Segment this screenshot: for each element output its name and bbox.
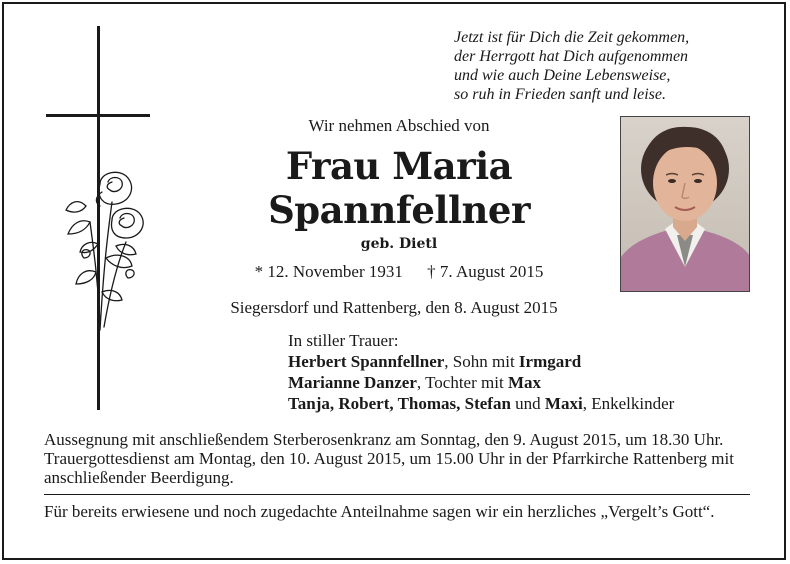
mourner-partner: Irmgard bbox=[518, 352, 582, 371]
mourner-name: Marianne Danzer bbox=[288, 373, 417, 392]
mourner-row bbox=[288, 372, 674, 393]
mourner-name: Herbert Spannfellner bbox=[288, 352, 445, 371]
mourners-heading: In stiller Trauer: bbox=[288, 331, 399, 350]
poem-line: der Herrgott hat Dich aufgenommen bbox=[454, 48, 689, 65]
poem-line: Jetzt ist für Dich die Zeit gekommen, bbox=[454, 29, 690, 46]
mourner-row bbox=[288, 351, 674, 372]
portrait-image bbox=[621, 117, 749, 291]
poem bbox=[454, 28, 774, 104]
life-dates bbox=[204, 262, 594, 282]
death-date: † 7. August 2015 bbox=[427, 262, 544, 281]
poem-line: so ruh in Frieden sanft und leise. bbox=[454, 86, 666, 103]
service-info: Aussegnung mit anschließendem Sterberosenkranz am Sonntag, den 9. August 2015, um 18.30 Uhr. Trauergottesdienst am Montag, den 10. August 2015, um 15.00 Uhr in der Pfarrkirche Rattenberg mit anschließender Beerdigung. bbox=[44, 430, 734, 487]
poem-line: und wie auch Deine Lebensweise, bbox=[454, 67, 671, 84]
mourner-partner: Max bbox=[507, 373, 541, 392]
mourner-relation: , Sohn mit bbox=[444, 352, 519, 371]
mourner-row bbox=[288, 393, 674, 414]
mourner-name: Tanja, Robert, Thomas, Stefan bbox=[288, 394, 511, 413]
mourners-block bbox=[288, 330, 674, 414]
mourner-suffix: , Enkelkinder bbox=[582, 394, 675, 413]
obituary-card bbox=[2, 2, 786, 560]
mourner-relation: , Tochter mit bbox=[416, 373, 508, 392]
birth-date: * 12. November 1931 bbox=[254, 262, 403, 281]
cross-horizontal-bar bbox=[46, 114, 150, 117]
divider bbox=[44, 494, 750, 495]
maiden-name: geb. Dietl bbox=[360, 236, 438, 252]
mourner-partner: Maxi bbox=[544, 394, 583, 413]
roses-icon bbox=[60, 162, 152, 332]
thanks-note: Für bereits erwiesene und noch zugedachte Anteilnahme sagen wir ein herzliches „Vergelt’s Gott“. bbox=[44, 502, 715, 521]
place-date: Siegersdorf und Rattenberg, den 8. August 2015 bbox=[230, 298, 558, 317]
portrait-photo bbox=[620, 116, 750, 292]
deceased-name-line1: Frau Maria bbox=[285, 144, 513, 188]
mourner-relation: und bbox=[510, 394, 545, 413]
deceased-name-line2: Spannfellner bbox=[268, 188, 530, 232]
intro-text: Wir nehmen Abschied von bbox=[308, 116, 490, 135]
